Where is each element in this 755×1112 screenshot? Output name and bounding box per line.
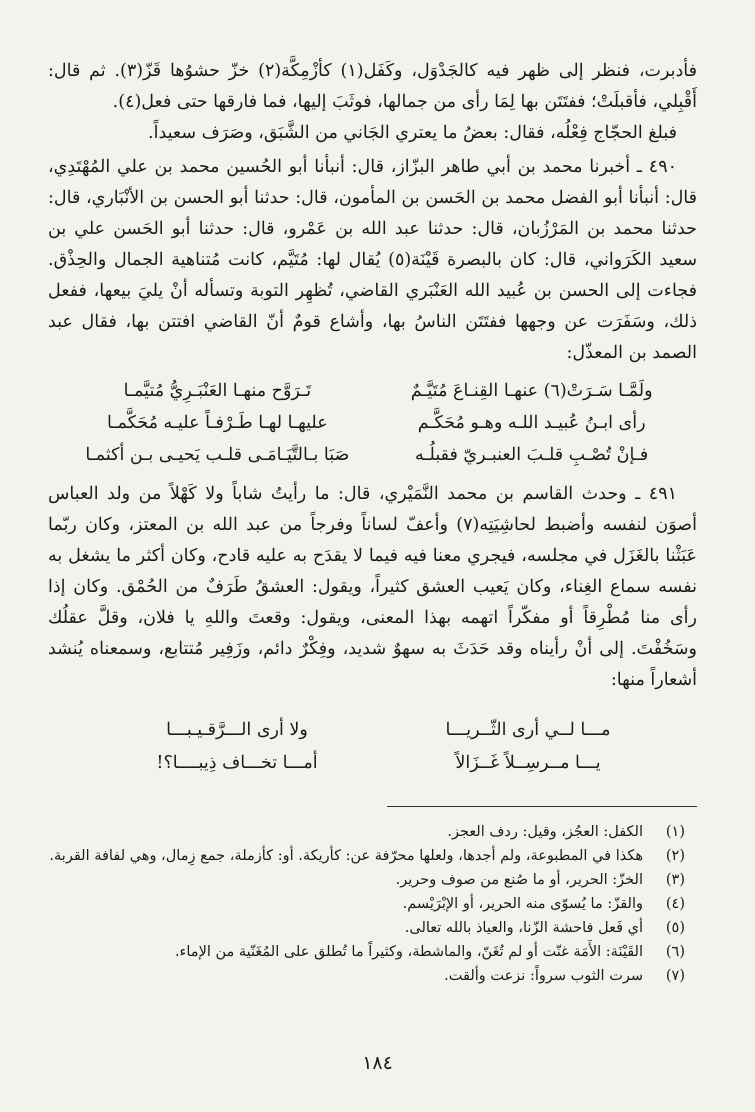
footnote: [48, 869, 697, 891]
footnote-number: (١): [665, 824, 685, 840]
poem-block-2: [48, 714, 697, 780]
footnotes: [48, 821, 697, 987]
footnote: [48, 941, 697, 963]
verse-line: [48, 714, 697, 747]
footnote-text: سرت الثوب سرواً: نزعت وألقت.: [444, 968, 643, 984]
poem-block-1: [48, 375, 697, 471]
hemistich-left: عليهـا لهـا طَـرْفـاً عليـه مُحَكَّمـا: [107, 413, 328, 433]
footnote-number: (٤): [665, 896, 685, 912]
verse-line: [48, 407, 697, 439]
footnote: [48, 965, 697, 987]
hemistich-right: ولَمَّـا سَـرَتْ(٦) عنهـا القِنـاعَ مُتَيَّـمٌ: [410, 381, 653, 401]
footnote-number: (٥): [665, 920, 685, 936]
footnote-text: أي فَعل فاحشة الزّنا، والعياذ بالله تعالى.: [404, 920, 643, 936]
footnote-text: القَيْنَة: الأَمَة غنّت أو لم تُغَنّ، والماشطة، وكثيراً ما تُطلق على المُغَنّية من الإماء.: [174, 944, 643, 960]
hemistich-left: أمـــا تخـــاف ذِيبــــا؟!: [156, 753, 318, 773]
footnote-text: والقزّ: ما يُسوّى منه الحرير، أو الإبْرَيْسم.: [402, 896, 643, 912]
footnote-number: (٢): [665, 848, 685, 864]
hemistich-right: فـإنْ تُصْـبِ قلـبَ العنبـريّ فقبلُـه: [415, 445, 649, 465]
hemistich-right: مـــا لــي أرى الثّــريـــا: [445, 720, 611, 740]
footnote: [48, 893, 697, 915]
verse-line: [48, 439, 697, 471]
footnote-text: الخزّ: الحرير، أو ما صُنع من صوف وحرير.: [395, 872, 643, 888]
footnote: [48, 821, 697, 843]
footnote-number: (٦): [665, 944, 685, 960]
footnote-divider: [387, 806, 697, 807]
hemistich-left: ولا أرى الـــرَّقـيـبـــا: [166, 720, 308, 740]
paragraph-490: ٤٩٠ ـ أخبرنا محمد بن أبي طاهر البزّاز، قال: أنبأنا أبو الحُسين محمد بن علي المُهْتَدِي، قال: أنبأنا أبو الفضل محمد بن الحَسن بن المأمون، قال: حدثنا أبو الحسن بن الأنْبَاري، قال: حدثنا محمد بن المَرْزُبان، قال: حدثنا عبد الله بن عَمْرو، قال: حدثنا أبو الحَسن علي بن سعيد الكَرَواني، قال: كان بالبصرة قَيْنَة(٥) يُقال لها: مُتَيَّم، كانت مُتناهية الجمال والحِذْق. فجاءت إلى الحسن بن عُبيد الله العَنْبَري القاضي، تُظهِر التوبة وتسأله أنْ يليَ بيعها، ففعل ذلك، وسَفَرَت عن وجهها ففتَتَن الناسُ بها، وأشاع قومٌ أنّ القاضي افتتن بها، فقال عبد الصمد بن المعذّل:: [48, 157, 697, 363]
footnote: [48, 917, 697, 939]
verse-line: [48, 375, 697, 407]
hemistich-right: يـــا مــرسِــلاً غَــزَالاً: [455, 753, 601, 773]
footnote-number: (٧): [665, 968, 685, 984]
paragraph-continuation: فأدبرت، فنظر إلى ظهر فيه كالجَدْوَل، وكَفَل(١) كأزْمِكَّة(٢) خزّ حشوُها قَزّ(٣). ثم قال: أَقْبِلي، فأقبلَتْ؛ ففتَتَن بها لِمَا رأى من جمالها، فوثَبَ إليها، فما فارقها حتى فعل(٤).: [48, 61, 697, 112]
footnote-text: هكذا في المطبوعة، ولم أجدها، ولعلها محرّفة عن: كأريكة. أو: كأزملة، جمع زِمال، وهي لفافة القربة.: [49, 848, 643, 864]
footnote-text: الكفل: العجُز، وقيل: ردف العجز.: [447, 824, 643, 840]
paragraph-hajjaj: فبلغ الحجّاج فِعْلُه، فقال: بعضُ ما يعتري الجَاني من الشَّبَق، وصَرَف سعيداً.: [148, 123, 677, 143]
footnote-number: (٣): [665, 872, 685, 888]
hemistich-right: رأى ابـنُ عُبيـد اللـه وهـو مُحَكَّـم: [417, 413, 646, 433]
hemistich-left: صَبَا بـالتَّيَـامَـى قلـب يَحيـى بـن أكثمـا: [85, 445, 350, 465]
paragraph-491: ٤٩١ ـ وحدث القاسم بن محمد النَّمَيْري، قال: ما رأيتُ شاباً ولا كَهْلاً من ولد العباس أصوَن لنفسه وأضبط لحاشِيَتِه(٧) وأعفّ لساناً وفرجاً من عبد الله بن المعتز، وكان ربّما عَبَثْنا بالغَزَل في مجلسه، فيجري معنا فيه فيما لا يقدَح به عليه قادح، وكان أكثر ما يشغل به نفسه سماع الغِناء، وكان يَعيب العشق كثيراً، ويقول: العشقُ طَرَفٌ من الحُمْق. وكان إذا رأى منا مُطْرِقاً أو مفكّراً اتهمه بهذا المعنى، ويقول: وقعتَ واللهِ يا فلان، وقلَّ عقلُك وسَخُفْتَ. إلى أنْ رأيناه وقد حَدَثَ به سهوٌ شديد، وفِكْرٌ دائم، وزَفِير مُتتابع، وسمعناه يُنشد أشعاراً منها:: [48, 484, 697, 690]
hemistich-left: تَـرَوَّح منهـا العَنْبَـرِيُّ مُتيَّمـا: [123, 381, 312, 401]
page-number: ١٨٤: [362, 1052, 393, 1074]
footnote: [48, 845, 697, 867]
verse-line: [48, 747, 697, 780]
